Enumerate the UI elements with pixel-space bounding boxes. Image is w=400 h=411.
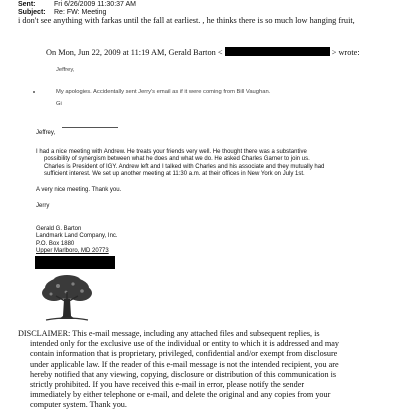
forward-closing-line: A very nice meeting. Thank you. bbox=[36, 187, 122, 193]
quoted-apology: My apologies. Accidentally sent Jerry's email as if it were coming from Bill Vaughan. bbox=[56, 89, 271, 95]
header-sent-label: Sent: bbox=[18, 1, 36, 8]
paragraph-line: Charles is President of IGY. Andrew left and I talked with Charles and his associate and they mutually had bbox=[44, 163, 325, 170]
forward-main-paragraph bbox=[36, 149, 388, 179]
disclaimer-line: contain information that is proprietary, privileged, confidential and/or exempt from disclosure bbox=[30, 349, 338, 359]
bullet-dot bbox=[33, 91, 35, 93]
disclaimer-line: DISCLAIMER: This e-mail message, including any attached files and subsequent replies, is bbox=[18, 329, 320, 338]
quote-intro-prefix: On Mon, Jun 22, 2009 at 11:19 AM, Gerald Barton < bbox=[46, 48, 223, 57]
disclaimer-line: hereby notified that any viewing, copying, disclosure or distribution of this communication is bbox=[30, 369, 337, 379]
disclaimer-line: strictly prohibited. If you have received this e-mail in error, please notify the sender bbox=[30, 380, 305, 390]
disclaimer-line: computer system. Thank you. bbox=[30, 400, 127, 410]
forward-signature-name: Jerry bbox=[36, 203, 50, 209]
quote-intro-suffix: > wrote: bbox=[331, 48, 360, 57]
tree-logo bbox=[38, 274, 96, 324]
disclaimer-block bbox=[18, 329, 396, 411]
paragraph-line: sufficient interest. We set up another meeting at 11:30 a.m. at their offices in New York on July 1st. bbox=[44, 171, 305, 178]
quoted-signoff: Gi bbox=[56, 101, 62, 107]
redacted-signature-block bbox=[35, 256, 115, 269]
disclaimer-line: immediately by either telephone or e-mail, and delete the original and any copies from your bbox=[30, 390, 331, 400]
signature-company: Landmark Land Company, Inc. bbox=[36, 233, 118, 240]
header-subject-label: Subject: bbox=[18, 9, 46, 16]
reply-body-text: i don't see anything with farkas until the fall at earliest. , he thinks there is so much low hanging fruit, bbox=[18, 16, 355, 25]
signature-block bbox=[36, 226, 118, 256]
header-sent-value: Fri 6/26/2009 11:30:37 AM bbox=[54, 1, 136, 8]
disclaimer-line: intended only for the exclusive use of the individual or entity to which it is addressed and may bbox=[30, 339, 340, 349]
header-subject-value: Re: FW: Meeting bbox=[54, 9, 107, 16]
paragraph-line: I had a nice meeting with Andrew. He treats your friends very well. He thought there was a substantive bbox=[36, 149, 307, 155]
signature-po-box: P.O. Box 1880 bbox=[36, 240, 75, 247]
disclaimer-line: under applicable law. If the reader of this e-mail message is not the intended recipient, you are bbox=[30, 359, 339, 369]
signature-name: Gerald G. Barton bbox=[36, 226, 82, 232]
paragraph-line: possibility of synergism between what he does and what we do. He asked Charles Garner to join us. bbox=[44, 156, 310, 163]
redacted-email-address bbox=[225, 47, 330, 56]
quote-intro-line bbox=[46, 47, 360, 57]
separator-line bbox=[62, 127, 118, 128]
quoted-salutation: Jeffrey, bbox=[56, 67, 75, 73]
signature-city: Upper Marlboro, MD 20773 bbox=[36, 248, 109, 255]
forward-salutation: Jeffrey, bbox=[36, 130, 56, 136]
